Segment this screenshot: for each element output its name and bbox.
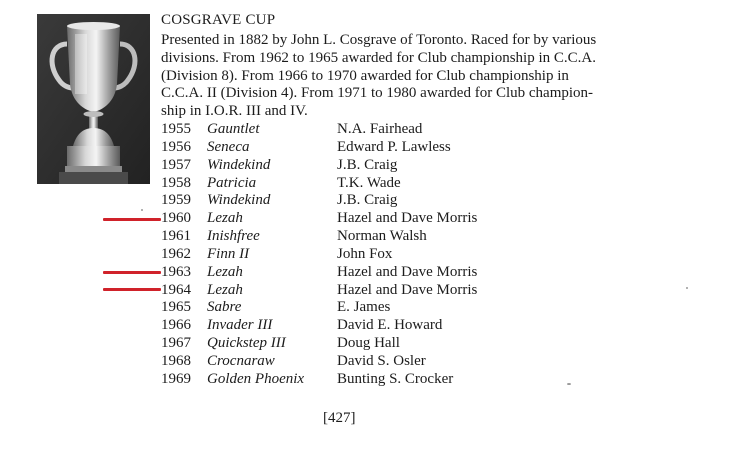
entry-boat: Gauntlet <box>207 121 260 137</box>
entry-owner: J.B. Craig <box>337 192 398 209</box>
entry-boat: Lezah <box>207 210 243 227</box>
entry-year: 1962 <box>161 245 191 262</box>
entry-year: 1961 <box>161 228 191 245</box>
entry-year: 1968 <box>161 352 191 369</box>
entry-year: 1955 <box>161 121 191 137</box>
scan-speck <box>141 209 143 211</box>
entry-boat: Inishfree <box>207 228 260 245</box>
entry-year: 1964 <box>161 281 191 298</box>
entry-owner: Hazel and Dave Morris <box>337 263 478 280</box>
highlight-mark-1960 <box>103 218 161 221</box>
entry-owner: David S. Osler <box>337 352 426 369</box>
entry-year: 1957 <box>161 156 191 173</box>
entry-boat: Patricia <box>207 174 257 191</box>
entry-year: 1967 <box>161 335 191 352</box>
entry-year: 1956 <box>161 138 191 155</box>
highlight-mark-1964 <box>103 288 161 291</box>
entry-boat: Golden Phoenix <box>207 370 305 387</box>
scan-speck <box>686 287 688 289</box>
entry-owner: J.B. Craig <box>337 156 398 173</box>
entry-boat: Quickstep III <box>207 335 286 352</box>
entry-owner: John Fox <box>337 245 393 262</box>
entry-boat: Finn II <box>207 245 250 262</box>
description-line: C.C.A. II (Division 4). From 1971 to 1980 awarded for Club champion- <box>161 85 594 102</box>
description-line: (Division 8). From 1966 to 1970 awarded for Club championship in <box>161 67 569 84</box>
entry-boat: Lezah <box>207 281 243 298</box>
entry-owner: Bunting S. Crocker <box>337 370 454 387</box>
entry-year: 1960 <box>161 210 191 227</box>
entry-owner: N.A. Fairhead <box>337 121 423 137</box>
entry-owner: Norman Walsh <box>337 228 427 245</box>
scan-speck <box>567 383 571 385</box>
entry-boat: Windekind <box>207 192 271 209</box>
entry-owner: E. James <box>337 299 391 316</box>
entry-boat: Seneca <box>207 138 250 155</box>
description-line: Presented in 1882 by John L. Cosgrave of Toronto. Raced for by various <box>161 32 597 48</box>
entry-boat: Sabre <box>207 299 242 316</box>
entry-year: 1959 <box>161 192 191 209</box>
entry-owner: Hazel and Dave Morris <box>337 210 478 227</box>
trophy-description <box>161 32 631 121</box>
trophy-photo <box>37 14 150 184</box>
entry-owner: Edward P. Lawless <box>337 138 451 155</box>
entry-owner: Hazel and Dave Morris <box>337 281 478 298</box>
trophy-cup-icon <box>37 14 150 184</box>
highlight-mark-1963 <box>103 271 161 274</box>
entry-boat: Crocnaraw <box>207 352 275 369</box>
entry-year: 1966 <box>161 317 191 334</box>
entry-boat: Windekind <box>207 156 271 173</box>
entry-boat: Invader III <box>207 317 273 334</box>
entry-year: 1958 <box>161 174 191 191</box>
entry-year: 1963 <box>161 263 191 280</box>
page-number: [427] <box>323 410 356 426</box>
entry-year: 1969 <box>161 370 191 387</box>
entry-boat: Lezah <box>207 263 243 280</box>
description-line: ship in I.O.R. III and IV. <box>161 103 308 120</box>
section-title: COSGRAVE CUP <box>161 12 276 28</box>
entry-owner: Doug Hall <box>337 335 400 352</box>
entry-owner: T.K. Wade <box>337 174 401 191</box>
entry-year: 1965 <box>161 299 191 316</box>
description-line: divisions. From 1962 to 1965 awarded for Club championship in C.C.A. <box>161 49 596 66</box>
entry-owner: David E. Howard <box>337 317 443 334</box>
